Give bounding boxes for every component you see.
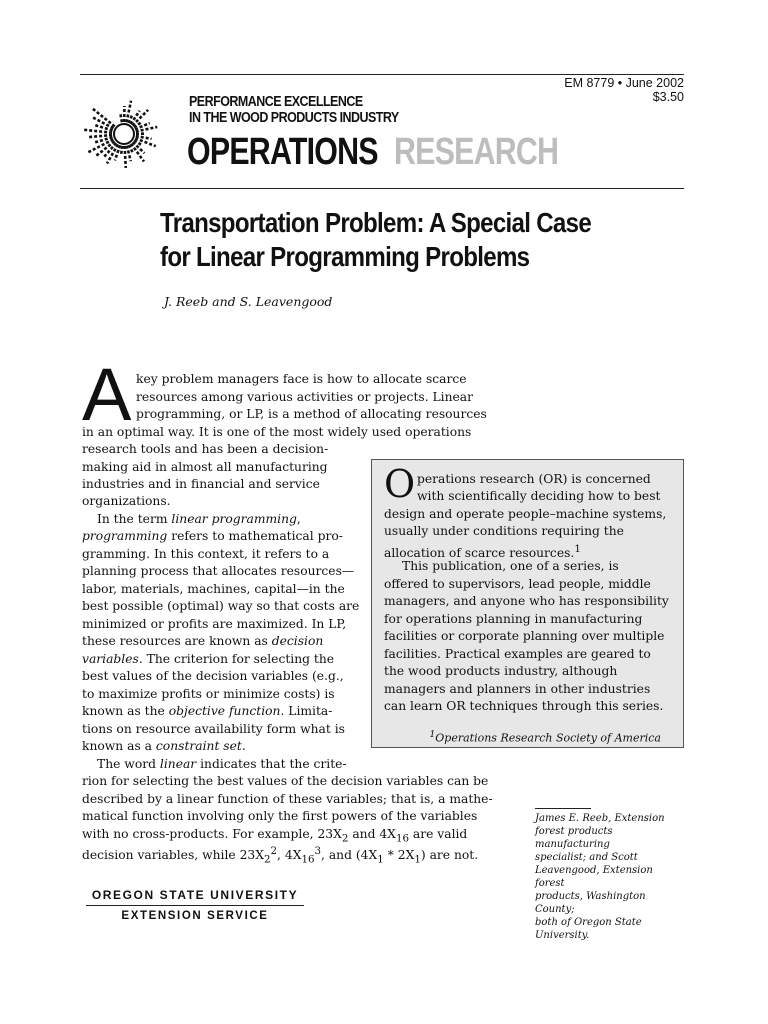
sunburst-ray	[135, 138, 156, 146]
authors: J. Reeb and S. Leavengood	[164, 294, 333, 309]
sidebar-line: allocation of scarce resources.$^1$	[384, 543, 581, 561]
sidebar-line: for operations planning in manufacturing	[384, 612, 643, 626]
text-line: In the term linear programming,	[97, 512, 301, 526]
university-name: OREGON STATE UNIVERSITY	[91, 888, 299, 902]
text-line: decision variables, while $23X_2^2$, $4X_{16}^3$, and $(4X_1 * 2X_1)$ are not.	[82, 845, 479, 866]
top-rule	[80, 74, 684, 75]
sidebar-line: managers, and anyone who has responsibility	[384, 594, 669, 608]
series-tagline-1: PERFORMANCE EXCELLENCE	[189, 94, 363, 110]
publication-info	[564, 76, 684, 104]
text-line: resources among various activities or projects. Linear	[136, 390, 474, 404]
text-line: planning process that allocates resources—	[82, 564, 355, 578]
sidebar-line: design and operate people–machine systems,	[384, 507, 667, 521]
sunburst-ray	[84, 130, 112, 133]
series-title-operations: OPERATIONS	[187, 131, 378, 173]
text-line: in an optimal way. It is one of the most widely used operations	[82, 425, 472, 439]
text-line: programming, or LP, is a method of allocating resources	[136, 407, 487, 421]
sunburst-ray	[95, 125, 112, 130]
footer-rule	[86, 905, 304, 906]
sunburst-ray	[126, 101, 131, 123]
text-line: with no cross-products. For example, $23X_2$ and $4X_{16}$ are valid	[82, 827, 468, 845]
sunburst-ray	[136, 127, 158, 132]
text-line: known as the objective function. Limita-	[82, 704, 333, 718]
text-line: to maximize profits or minimize costs) is	[82, 687, 335, 701]
extension-service: EXTENSION SERVICE	[121, 910, 269, 922]
sidebar-line: This publication, one of a series, is	[402, 559, 619, 573]
text-line: best values of the decision variables (e.g.,	[82, 669, 344, 683]
sunburst-ray	[125, 146, 126, 168]
sidebar-line: offered to supervisors, lead people, middle	[384, 577, 651, 591]
sidebar-line: usually under conditions requiring the	[384, 524, 624, 538]
sidebar-drop-cap: O	[384, 462, 416, 506]
sidebar-line: facilities or corporate planning over multiple	[384, 629, 665, 643]
sunburst-ray	[120, 112, 122, 122]
sidebar-line: managers and planners in other industries	[384, 682, 651, 696]
sunburst-ray	[95, 137, 112, 142]
sidebar-footnote: $^1$Operations Research Society of America	[429, 729, 661, 745]
text-line: tions on resource availability form what is	[82, 722, 345, 736]
sunburst-logo-icon	[84, 88, 184, 188]
sunburst-ray	[88, 135, 112, 137]
sunburst-ray	[115, 145, 120, 160]
page-title: Transportation Problem: A Special Case for Linear Programming Problems	[160, 207, 592, 272]
author-credit: James E. Reeb, Extension forest products manufacturing specialist; and Scott Leavengood, Extension forest products, Washington County; both of Oregon State University.	[535, 813, 665, 941]
series-tagline-2: IN THE WOOD PRODUCTS INDUSTRY	[189, 110, 399, 126]
text-line: variables. The criterion for selecting the	[82, 652, 335, 666]
sidebar-line: with scientifically deciding how to best	[417, 489, 661, 503]
header-bottom-rule	[80, 188, 684, 189]
text-line: described by a linear function of these variables; that is, a mathe-	[82, 792, 493, 806]
text-line: key problem managers face is how to allocate scarce	[136, 372, 467, 386]
text-line: known as a constraint set.	[82, 739, 246, 753]
sidebar-line: the wood products industry, although	[384, 664, 618, 678]
sidebar-box	[371, 459, 684, 748]
series-title-research: RESEARCH	[394, 131, 559, 173]
sidebar-line: can learn OR techniques through this series.	[384, 699, 664, 713]
osu-extension-logo	[86, 888, 304, 922]
drop-cap: A	[82, 353, 132, 436]
sidebar-line: facilities. Practical examples are geared to	[384, 647, 651, 661]
sidebar-line: perations research (OR) is concerned	[417, 472, 651, 486]
text-line: organizations.	[82, 494, 171, 508]
price: $3.50	[652, 90, 684, 104]
text-line: labor, materials, machines, capital—in the	[82, 582, 345, 596]
credit-rule	[535, 808, 591, 809]
text-line: making aid in almost all manufacturing	[82, 460, 328, 474]
sunburst-ray	[127, 146, 131, 162]
text-line: gramming. In this context, it refers to a	[82, 547, 330, 561]
text-line: rion for selecting the best values of the decision variables can be	[82, 774, 489, 788]
text-line: matical function involving only the first powers of the variables	[82, 809, 478, 823]
text-line: programming refers to mathematical pro-	[82, 529, 343, 543]
publication-number: EM 8779 • June 2002	[564, 76, 684, 90]
text-line: minimized or profits are maximized. In LP,	[82, 617, 347, 631]
text-line: research tools and has been a decision-	[82, 442, 329, 456]
sunburst-center	[114, 124, 134, 144]
text-line: The word linear indicates that the crite-	[97, 757, 347, 771]
text-line: these resources are known as decision	[82, 634, 324, 648]
sunburst-ray	[121, 146, 122, 156]
text-line: industries and in financial and service	[82, 477, 320, 491]
text-line: best possible (optimal) way so that costs are	[82, 599, 360, 613]
